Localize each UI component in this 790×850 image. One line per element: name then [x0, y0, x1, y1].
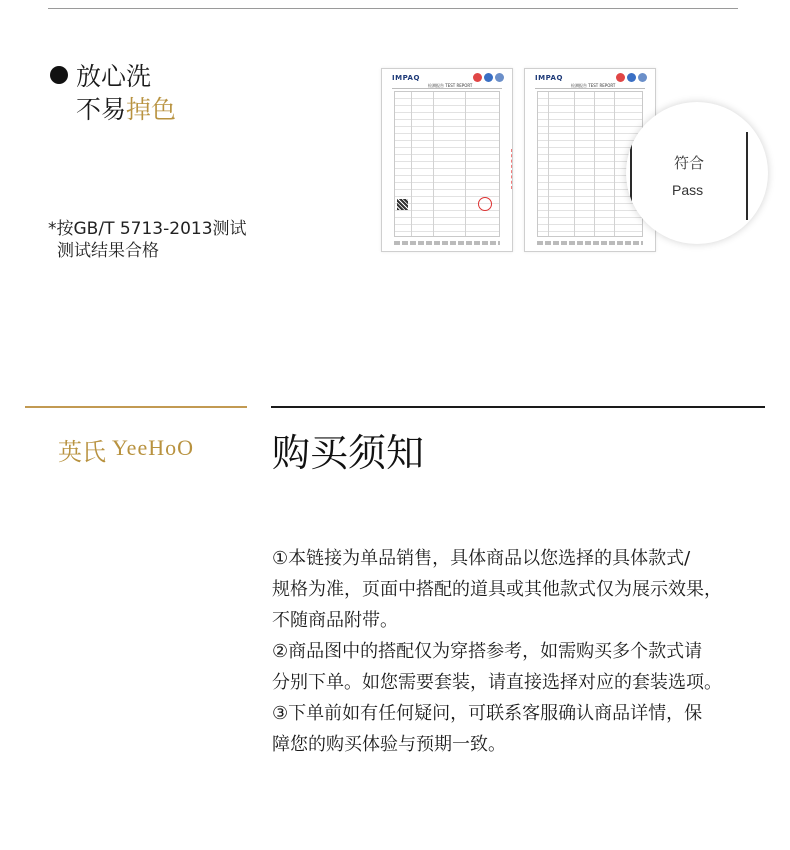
test-note-line1: *按GB/T 5713-2013测试 [48, 219, 247, 239]
feature-subtitle-accent: 掉色 [126, 95, 177, 124]
section-heading: 购买须知 [272, 431, 425, 475]
report-logo: IMPAQ [392, 74, 420, 82]
magnified-table-border-left [630, 132, 632, 220]
result-pass-en: Pass [672, 182, 704, 198]
magnified-table-border-right [746, 132, 748, 220]
report-logo: IMPAQ [535, 74, 563, 82]
red-seal-stamp-icon [478, 197, 492, 211]
notice-line: 不随商品附带。 [272, 610, 398, 631]
notice-line: ①本链接为单品销售，具体商品以您选择的具体款式/ [272, 548, 691, 569]
test-note-line2: 测试结果合格 [57, 241, 159, 261]
top-divider [48, 8, 738, 9]
section-divider [271, 406, 765, 408]
test-report-page-left [381, 68, 513, 252]
feature-title-line1 [50, 60, 176, 93]
feature-block [50, 60, 176, 126]
report-title: 检测报告 TEST REPORT [428, 83, 473, 88]
bullet-dot-icon [50, 66, 68, 84]
feature-subtitle-plain: 不易 [76, 95, 127, 124]
result-pass-cn: 符合 [674, 154, 705, 172]
result-magnifier [626, 102, 768, 244]
certification-badges-icon [616, 73, 647, 82]
test-note [48, 218, 247, 262]
brand-logo-cn: 英氏 [58, 438, 106, 466]
notice-line: 分别下单。如您需要套装，请直接选择对应的套装选项。 [272, 672, 722, 693]
report-header-rule [535, 88, 645, 89]
report-title: 检测报告 TEST REPORT [571, 83, 616, 88]
notice-line: 规格为准，页面中搭配的道具或其他款式仅为展示效果， [272, 579, 722, 600]
feature-title-line2 [50, 93, 176, 126]
report-header-rule [392, 88, 502, 89]
certification-badges-icon [473, 73, 504, 82]
notice-line: 障您的购买体验与预期一致。 [272, 734, 506, 755]
brand-logo-en: YeeHoO [112, 435, 194, 460]
notice-line: ③下单前如有任何疑问，可联系客服确认商品详情，保 [272, 703, 703, 724]
report-footer [394, 241, 500, 245]
feature-title: 放心洗 [76, 62, 152, 91]
notice-line: ②商品图中的搭配仅为穿搭参考，如需购买多个款式请 [272, 641, 703, 662]
brand-divider [25, 406, 247, 408]
purchase-notice [272, 543, 762, 760]
report-footer [537, 241, 643, 245]
qr-code-icon [397, 199, 408, 210]
page-edge-mark [382, 149, 512, 189]
